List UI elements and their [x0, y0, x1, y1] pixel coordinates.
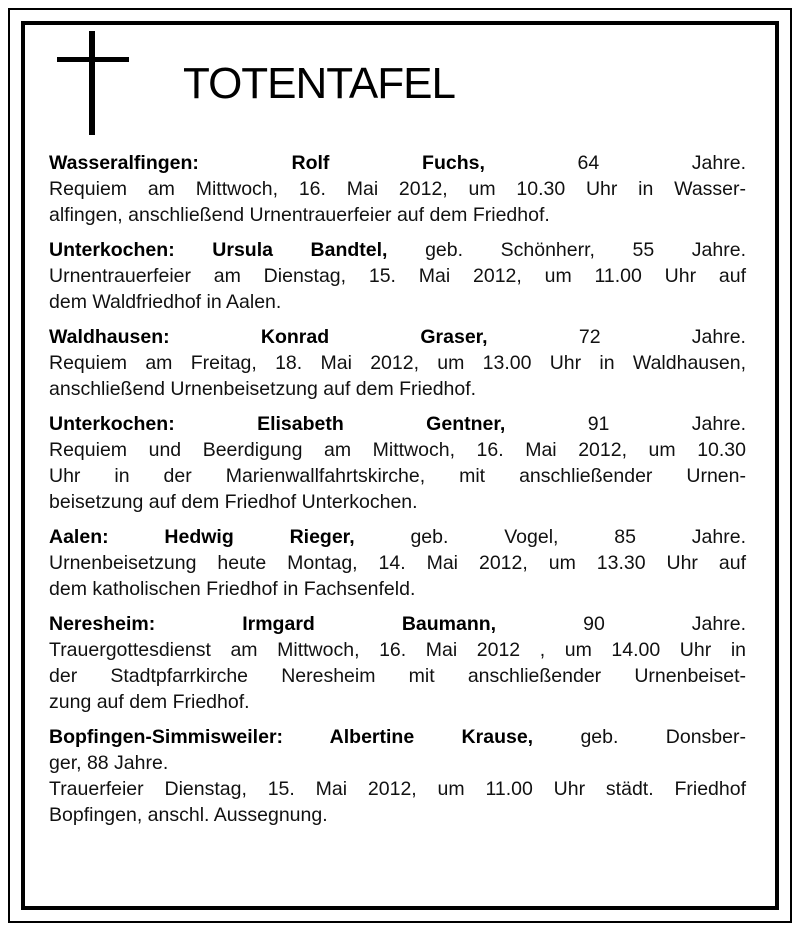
entry-line: dem Waldfriedhof in Aalen. — [49, 291, 282, 313]
obituary-list — [49, 150, 746, 837]
entry-line: beisetzung auf dem Friedhof Unterkochen. — [49, 491, 418, 513]
entry-text: 64 Jahre. — [484, 152, 746, 174]
obituary-entry — [49, 411, 746, 515]
entry-line: alfingen, anschließend Urnentrauerfeier auf dem Friedhof. — [49, 204, 550, 226]
obituary-entry — [49, 611, 746, 715]
entry-line: Trauerfeier Dienstag, 15. Mai 2012, um 11.00 Uhr städt. Friedhof — [49, 778, 746, 800]
entry-text: geb. Donsber- — [533, 726, 746, 748]
obituary-entry — [49, 524, 746, 602]
entry-heading: Bopfingen-Simmisweiler: Albertine Krause, — [49, 726, 534, 748]
entry-text: 90 Jahre. — [496, 613, 746, 635]
entry-line: Uhr in der Marienwallfahrtskirche, mit anschließender Urnen- — [49, 465, 746, 487]
obituary-entry — [49, 150, 746, 228]
entry-line: Bopfingen, anschl. Aussegnung. — [49, 804, 328, 826]
entry-line: Requiem und Beerdigung am Mittwoch, 16. Mai 2012, um 10.30 — [49, 439, 746, 461]
entry-first-line — [49, 411, 746, 437]
entry-line: Urnentrauerfeier am Dienstag, 15. Mai 2012, um 11.00 Uhr auf — [49, 265, 746, 287]
entry-first-line — [49, 724, 746, 750]
obituary-entry — [49, 724, 746, 828]
entry-first-line — [49, 150, 746, 176]
obituary-entry — [49, 324, 746, 402]
entry-line: Requiem am Freitag, 18. Mai 2012, um 13.00 Uhr in Waldhausen, — [49, 352, 746, 374]
obituary-entry — [49, 237, 746, 315]
entry-text: geb. Schönherr, 55 Jahre. — [387, 239, 746, 261]
cross-icon — [57, 31, 129, 135]
entry-heading: Neresheim: Irmgard Baumann, — [49, 613, 497, 635]
entry-line: zung auf dem Friedhof. — [49, 691, 250, 713]
entry-heading: Waldhausen: Konrad Graser, — [49, 326, 488, 348]
entry-heading: Wasseralfingen: Rolf Fuchs, — [49, 152, 485, 174]
entry-heading: Unterkochen: Elisabeth Gentner, — [49, 413, 506, 435]
entry-first-line — [49, 611, 746, 637]
entry-line: anschließend Urnenbeisetzung auf dem Friedhof. — [49, 378, 477, 400]
entry-first-line — [49, 237, 746, 263]
page-title: TOTENTAFEL — [183, 59, 455, 108]
entry-line: der Stadtpfarrkirche Neresheim mit anschließender Urnenbeiset- — [49, 665, 746, 687]
entry-text: geb. Vogel, 85 Jahre. — [354, 526, 746, 548]
entry-heading: Aalen: Hedwig Rieger, — [49, 526, 355, 548]
entry-first-line — [49, 324, 746, 350]
entry-line: Requiem am Mittwoch, 16. Mai 2012, um 10.30 Uhr in Wasser- — [49, 178, 746, 200]
entry-line: dem katholischen Friedhof in Fachsenfeld. — [49, 578, 416, 600]
entry-text: 72 Jahre. — [487, 326, 746, 348]
entry-text: 91 Jahre. — [505, 413, 746, 435]
entry-first-line — [49, 524, 746, 550]
entry-line: ger, 88 Jahre. — [49, 752, 169, 774]
entry-line: Trauergottesdienst am Mittwoch, 16. Mai 2012 , um 14.00 Uhr in — [49, 639, 746, 661]
entry-heading: Unterkochen: Ursula Bandtel, — [49, 239, 388, 261]
entry-line: Urnenbeisetzung heute Montag, 14. Mai 2012, um 13.30 Uhr auf — [49, 552, 746, 574]
